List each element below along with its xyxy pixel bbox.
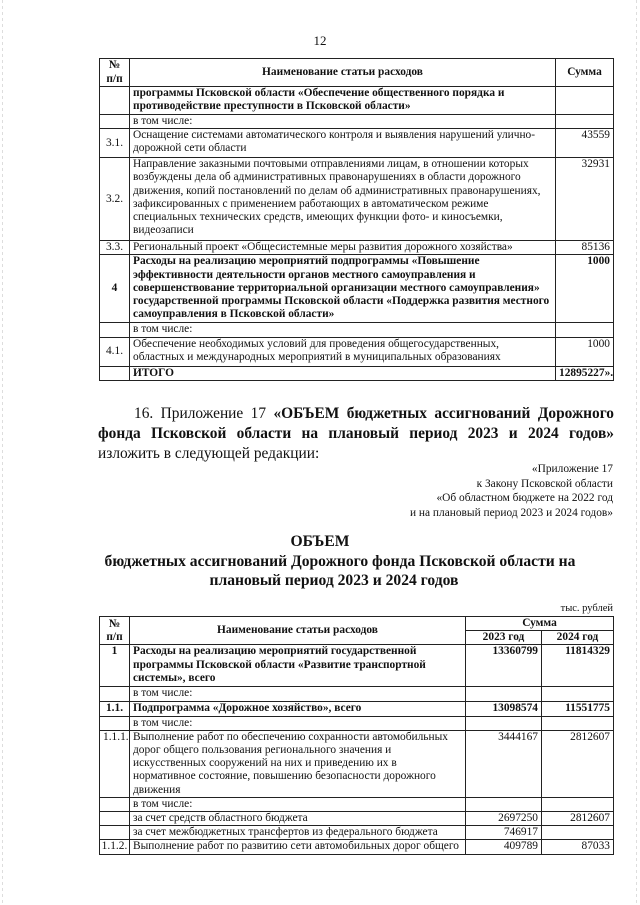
row-name: в том числе: [130, 115, 556, 129]
appendix-line: и на плановый период 2023 и 2024 годов» [409, 506, 613, 519]
table1-header-num: № п/п [100, 59, 130, 87]
row-2023: 409789 [466, 840, 542, 854]
row-name: Направление заказными почтовыми отправлениями лицам, в отношении которых возбуждены дела об административных правонарушениях в области дорожного движения, копий постановлений по делам об административных правонарушениях, зафиксированных с применением работающих в автоматическом режиме специальных технических средств, имеющих функции фото- и киносъемки, видеозаписи [130, 158, 556, 241]
row-num [100, 687, 130, 701]
title-line-2: бюджетных ассигнований Дорожного фонда Псковской области на [104, 553, 576, 570]
row-name: Подпрограмма «Дорожное хозяйство», всего [130, 701, 466, 716]
row-sum [556, 323, 614, 337]
row-name: за счет межбюджетных трансфертов из федерального бюджета [130, 826, 466, 840]
row-sum: 85136 [556, 241, 614, 255]
row-num: 1.1. [100, 701, 130, 716]
row-2024: 2812607 [542, 812, 614, 826]
row-2023 [466, 687, 542, 701]
row-2023: 746917 [466, 826, 542, 840]
table2-header-name: Наименование статьи расходов [130, 617, 466, 645]
row-2023 [466, 797, 542, 811]
table-row [100, 241, 614, 255]
table-row [100, 840, 614, 854]
units-label: тыс. рублей [560, 603, 613, 614]
table-row [100, 337, 614, 366]
row-name: Расходы на реализацию мероприятий подпрограммы «Повышение эффективности деятельности органов местного самоуправления и совершенствование территориальной организации местного самоуправления» государственной программы Псковской области «Поддержка развития местного самоуправления в Псковской области» [130, 255, 556, 323]
row-num: 3.3. [100, 241, 130, 255]
row-2024: 2812607 [542, 730, 614, 797]
table-row [100, 826, 614, 840]
table2-header-sum: Сумма [466, 617, 614, 631]
row-num [100, 826, 130, 840]
row-name: Выполнение работ по развитию сети автомобильных дорог общего [130, 840, 466, 854]
row-name: программы Псковской области «Обеспечение общественного порядка и противодействие преступности в Псковской области» [130, 87, 556, 115]
row-2024: 11814329 [542, 645, 614, 687]
row-2024 [542, 826, 614, 840]
table1-header-sum: Сумма [556, 59, 614, 87]
table2-header-row [100, 617, 614, 631]
scan-edge-right [636, 0, 637, 905]
row-sum: 1000 [556, 255, 614, 323]
row-sum: 1000 [556, 337, 614, 366]
row-num [100, 323, 130, 337]
row-2023: 2697250 [466, 812, 542, 826]
row-2023: 13360799 [466, 645, 542, 687]
appendix-reference [313, 462, 613, 520]
paragraph-lead: 16. Приложение 17 [134, 405, 274, 422]
row-num [100, 797, 130, 811]
table-row-total [100, 366, 614, 380]
row-name: Оснащение системами автоматического контроля и выявления нарушений улично-дорожной сети области [130, 129, 556, 158]
row-name: в том числе: [130, 687, 466, 701]
row-2023: 13098574 [466, 701, 542, 716]
table1-header-row [100, 59, 614, 87]
row-num [100, 366, 130, 380]
row-num: 1.1.2. [100, 840, 130, 854]
amendment-paragraph [98, 404, 614, 464]
row-num [100, 115, 130, 129]
table1-header-name: Наименование статьи расходов [130, 59, 556, 87]
row-sum: 12895227». [556, 366, 614, 380]
row-2024 [542, 687, 614, 701]
title-line-3: плановый период 2023 и 2024 годов [209, 572, 459, 589]
table-row [100, 115, 614, 129]
row-name: за счет средств областного бюджета [130, 812, 466, 826]
row-sum [556, 87, 614, 115]
row-2024: 11551775 [542, 701, 614, 716]
row-num: 3.2. [100, 158, 130, 241]
table-row [100, 812, 614, 826]
table-row [100, 158, 614, 241]
appendix-line: к Закону Псковской области [476, 477, 613, 490]
row-2024: 87033 [542, 840, 614, 854]
expenses-table-1 [99, 58, 614, 381]
row-name: в том числе: [130, 716, 466, 730]
table2-header-2023: 2023 год [466, 631, 542, 645]
table-row [100, 687, 614, 701]
table-row [100, 797, 614, 811]
table-row [100, 87, 614, 115]
table-row [100, 255, 614, 323]
table-row [100, 129, 614, 158]
row-2024 [542, 716, 614, 730]
table2-header-num: № п/п [100, 617, 130, 645]
row-name: Региональный проект «Общесистемные меры развития дорожного хозяйства» [130, 241, 556, 255]
row-sum [556, 115, 614, 129]
row-name: Выполнение работ по обеспечению сохранности автомобильных дорог общего пользования регионального значения и искусственных сооружений на них и приведению их в нормативное состояние, повышению безопасности дорожного движения [130, 730, 466, 797]
row-sum: 32931 [556, 158, 614, 241]
row-num: 1.1.1. [100, 730, 130, 797]
table2-header-2024: 2024 год [542, 631, 614, 645]
row-num: 4.1. [100, 337, 130, 366]
scan-edge-left [2, 0, 3, 905]
row-name: Расходы на реализацию мероприятий государственной программы Псковской области «Развитие транспортной системы», всего [130, 645, 466, 687]
row-num [100, 87, 130, 115]
table-row [100, 716, 614, 730]
row-num [100, 812, 130, 826]
row-2024 [542, 797, 614, 811]
page-number: 12 [313, 33, 327, 48]
row-name: Обеспечение необходимых условий для проведения общегосударственных, областных и международных мероприятий в муниципальных образованиях [130, 337, 556, 366]
row-name: ИТОГО [130, 366, 556, 380]
appendix-line: «Об областном бюджете на 2022 год [436, 492, 613, 505]
table-row [100, 645, 614, 687]
expenses-table-2 [99, 616, 614, 855]
row-name: в том числе: [130, 797, 466, 811]
title-line-1: ОБЪЕМ [290, 533, 350, 550]
row-sum: 43559 [556, 129, 614, 158]
row-num [100, 716, 130, 730]
paragraph-bold: «ОБЪЕМ бюджетных ассигнований Дорожного фонда Псковской области на плановый период 2023 и 2024 годов» [98, 405, 614, 442]
row-name: в том числе: [130, 323, 556, 337]
row-num: 4 [100, 255, 130, 323]
table-row [100, 323, 614, 337]
table-row [100, 701, 614, 716]
table-row [100, 730, 614, 797]
paragraph-tail: изложить в следующей редакции: [98, 445, 320, 462]
row-2023: 3444167 [466, 730, 542, 797]
appendix-line: «Приложение 17 [531, 463, 613, 475]
row-2023 [466, 716, 542, 730]
row-num: 1 [100, 645, 130, 687]
row-num: 3.1. [100, 129, 130, 158]
